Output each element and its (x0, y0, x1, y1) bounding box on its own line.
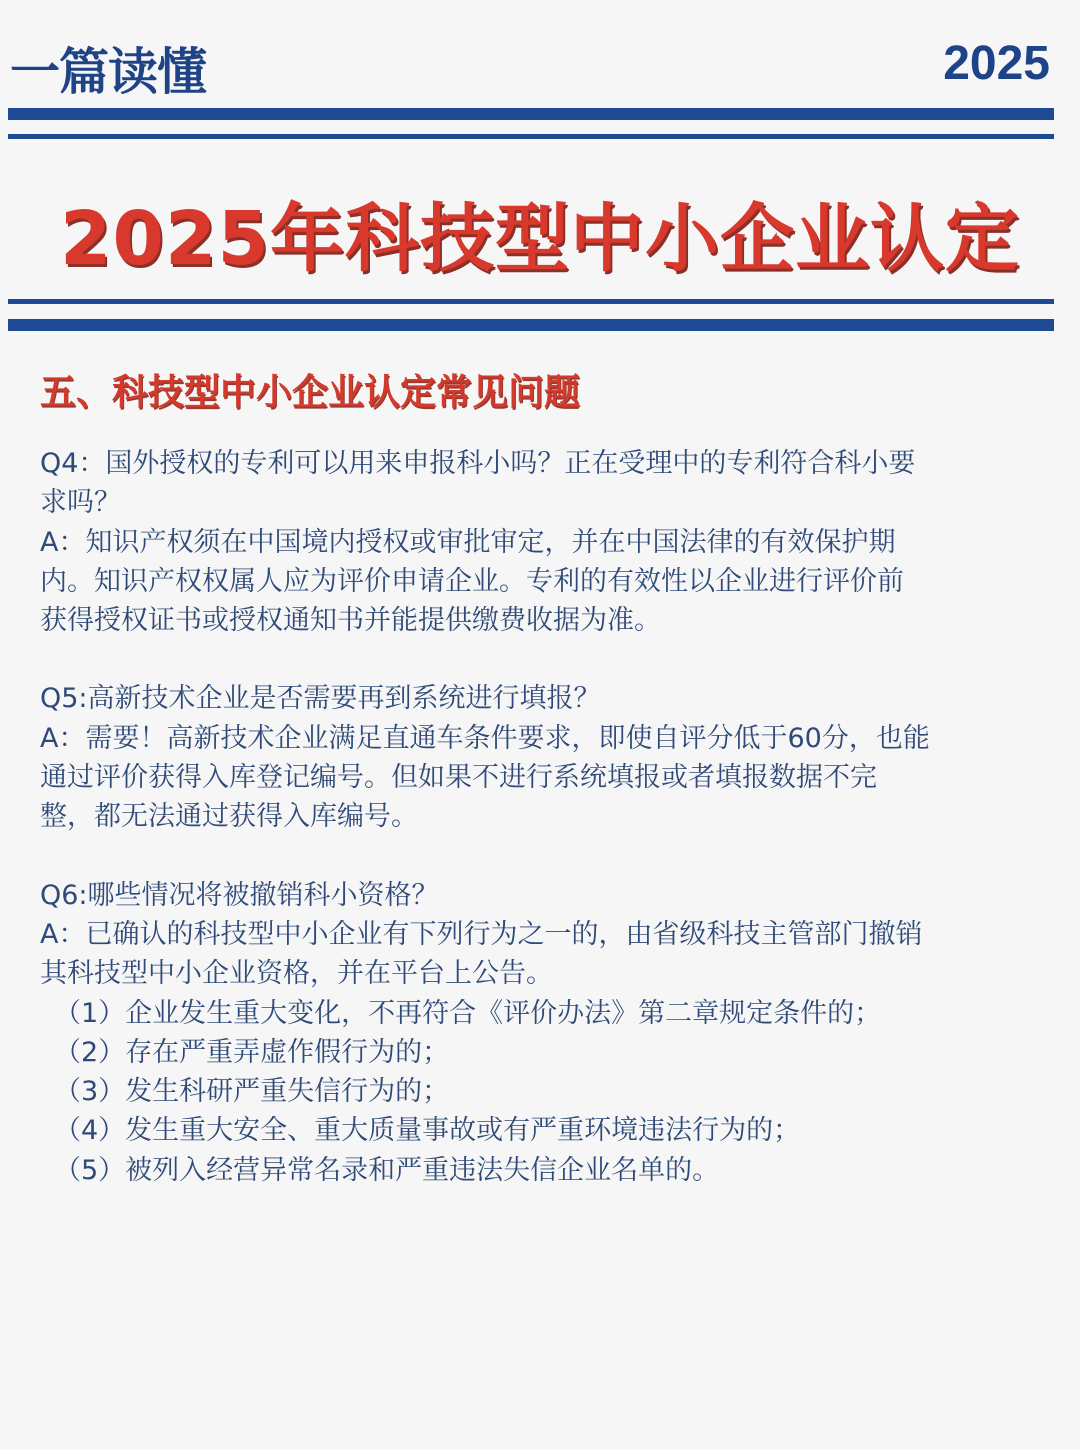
list-item: （5）被列入经营异常名录和严重违法失信企业名单的。 (54, 1154, 720, 1186)
text-line: Q6:哪些情况将被撤销科小资格？ (40, 879, 439, 911)
divider-thick-bottom (8, 319, 1054, 331)
faq-body (40, 444, 930, 1190)
list-item: （2）存在严重弄虚作假行为的； (54, 1036, 450, 1068)
text-line: Q5:高新技术企业是否需要再到系统进行填报？ (40, 683, 601, 715)
faq-q5 (40, 679, 930, 836)
text-line: 获得授权证书或授权通知书并能提供缴费收据为准。 (40, 605, 661, 637)
list-item: （4）发生重大安全、重大质量事故或有严重环境违法行为的； (54, 1115, 801, 1147)
divider-thin-bottom (8, 299, 1054, 304)
faq-q6 (40, 876, 930, 1190)
section-title: 五、科技型中小企业认定常见问题 (40, 372, 581, 413)
text-line: 内。知识产权权属人应为评价申请企业。专利的有效性以企业进行评价前 (40, 565, 904, 597)
header-tagline: 一篇读懂 (10, 43, 206, 101)
text-line: 求吗？ (40, 487, 121, 519)
text-line: Q4：国外授权的专利可以用来申报科小吗？正在受理中的专利符合科小要 (40, 448, 916, 479)
text-line: A：知识产权须在中国境内授权或审批审定，并在中国法律的有效保护期 (40, 526, 896, 558)
divider-thin-top (8, 134, 1054, 139)
header-year: 2025 (943, 37, 1050, 90)
text-line: 其科技型中小企业资格，并在平台上公告。 (40, 958, 553, 990)
list-item: （1）企业发生重大变化，不再符合《评价办法》第二章规定条件的； (54, 997, 882, 1029)
text-line: 整，都无法通过获得入库编号。 (40, 801, 418, 833)
text-line: 通过评价获得入库登记编号。但如果不进行系统填报或者填报数据不完 (40, 762, 877, 794)
page-title: 2025年科技型中小企业认定 (60, 196, 1020, 282)
divider-thick-top (8, 108, 1054, 120)
text-line: A：需要！高新技术企业满足直通车条件要求，即使自评分低于60分，也能 (40, 722, 930, 754)
text-line: A：已确认的科技型中小企业有下列行为之一的，由省级科技主管部门撤销 (40, 918, 923, 950)
list-item: （3）发生科研严重失信行为的； (54, 1076, 450, 1108)
faq-q4 (40, 444, 930, 640)
